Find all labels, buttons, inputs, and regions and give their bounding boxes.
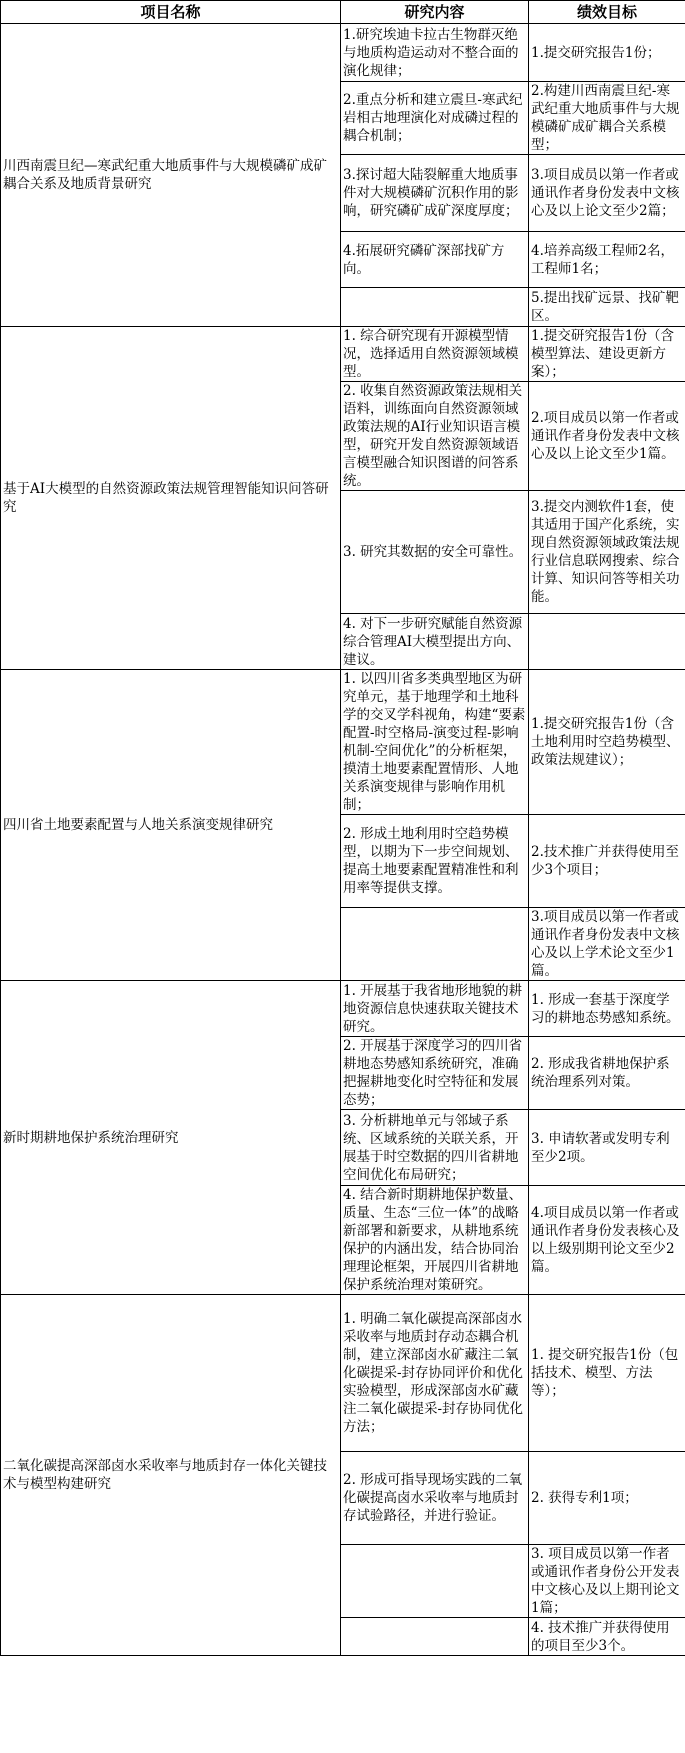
header-performance-target: 绩效目标	[529, 1, 685, 24]
research-content-cell	[341, 908, 529, 981]
performance-target-cell: 3.项目成员以第一作者或通讯作者身份发表中文核心及以上论文至少2篇；	[529, 155, 685, 232]
research-content-cell: 4. 对下一步研究赋能自然资源综合管理AI大模型提出方向、建议。	[341, 614, 529, 670]
research-content-cell: 2. 开展基于深度学习的四川省耕地态势感知系统研究，准确把握耕地变化时空特征和发展态势；	[341, 1037, 529, 1110]
performance-target-cell: 1.提交研究报告1份（含模型算法、建设更新方案）；	[529, 327, 685, 382]
research-content-cell: 4. 结合新时期耕地保护数量、质量、生态“三位一体”的战略新部署和新要求，从耕地系统保护的内涵出发，结合协同治理理论框架，开展四川省耕地保护系统治理对策研究。	[341, 1186, 529, 1295]
performance-target-cell: 4.项目成员以第一作者或通讯作者身份发表核心及以上级别期刊论文至少2篇。	[529, 1186, 685, 1295]
performance-target-cell: 1.提交研究报告1份（含土地利用时空趋势模型、政策法规建议）；	[529, 670, 685, 815]
performance-target-cell: 3. 申请软著或发明专利至少2项。	[529, 1110, 685, 1186]
header-research-content: 研究内容	[341, 1, 529, 24]
research-content-cell	[341, 288, 529, 327]
research-content-cell: 3. 研究其数据的安全可靠性。	[341, 491, 529, 614]
research-content-cell	[341, 1618, 529, 1656]
performance-target-cell: 3. 项目成员以第一作者或通讯作者身份公开发表中文核心及以上期刊论文1篇；	[529, 1545, 685, 1618]
performance-target-cell: 3.项目成员以第一作者或通讯作者身份发表中文核心及以上学术论文至少1篇。	[529, 908, 685, 981]
research-content-cell: 1. 开展基于我省地形地貌的耕地资源信息快速获取关键技术研究。	[341, 981, 529, 1037]
performance-target-cell: 1.提交研究报告1份；	[529, 24, 685, 82]
research-content-cell: 2. 收集自然资源政策法规相关语料，训练面向自然资源领域政策法规的AI行业知识语言模型，研究开发自然资源领域语言模型融合知识图谱的问答系统。	[341, 382, 529, 491]
performance-target-cell: 4.培养高级工程师2名，工程师1名；	[529, 232, 685, 288]
performance-target-cell: 1. 形成一套基于深度学习的耕地态势感知系统。	[529, 981, 685, 1037]
research-content-cell: 2. 形成土地利用时空趋势模型，以期为下一步空间规划、提高土地要素配置精准性和利用率等提供支撑。	[341, 815, 529, 908]
table-row	[1, 981, 685, 1037]
header-project-name: 项目名称	[1, 1, 341, 24]
research-content-cell: 3. 分析耕地单元与邻域子系统、区域系统的关联关系，开展基于时空数据的四川省耕地空间优化布局研究；	[341, 1110, 529, 1186]
header-row	[1, 1, 685, 24]
research-content-cell: 1. 综合研究现有开源模型情况，选择适用自然资源领域模型。	[341, 327, 529, 382]
table-row	[1, 327, 685, 382]
research-content-cell: 1.研究埃迪卡拉古生物群灭绝与地质构造运动对不整合面的演化规律；	[341, 24, 529, 82]
project-name-cell: 川西南震旦纪—寒武纪重大地质事件与大规模磷矿成矿耦合关系及地质背景研究	[1, 24, 341, 327]
research-content-cell: 1. 明确二氧化碳提高深部卤水采收率与地质封存动态耦合机制，建立深部卤水矿藏注二氧化碳提采-封存协同评价和优化实验模型，形成深部卤水矿藏注二氧化碳提采-封存协同优化方法；	[341, 1295, 529, 1452]
research-content-cell: 2. 形成可指导现场实践的二氧化碳提高卤水采收率与地质封存试验路径，并进行验证。	[341, 1452, 529, 1545]
performance-target-cell: 3.提交内测软件1套，使其适用于国产化系统，实现自然资源领域政策法规行业信息联网搜索、综合计算、知识问答等相关功能。	[529, 491, 685, 614]
project-name-cell: 二氧化碳提高深部卤水采收率与地质封存一体化关键技术与模型构建研究	[1, 1295, 341, 1656]
research-content-cell: 3.探讨超大陆裂解重大地质事件对大规模磷矿沉积作用的影响，研究磷矿成矿深度厚度；	[341, 155, 529, 232]
research-content-cell: 1. 以四川省多类典型地区为研究单元，基于地理学和土地科学的交叉学科视角，构建“要素配置-时空格局-演变过程-影响机制-空间优化”的分析框架，摸清土地要素配置情形、人地关系演变规律与影响作用机制；	[341, 670, 529, 815]
project-name-cell: 四川省土地要素配置与人地关系演变规律研究	[1, 670, 341, 981]
research-content-cell: 4.拓展研究磷矿深部找矿方向。	[341, 232, 529, 288]
table-row	[1, 1295, 685, 1452]
table-row	[1, 670, 685, 815]
performance-target-cell: 2.构建川西南震旦纪-寒武纪重大地质事件与大规模磷矿成矿耦合关系模型；	[529, 82, 685, 155]
performance-target-cell	[529, 614, 685, 670]
research-content-cell	[341, 1545, 529, 1618]
project-name-cell: 基于AI大模型的自然资源政策法规管理智能知识问答研究	[1, 327, 341, 670]
project-name-cell: 新时期耕地保护系统治理研究	[1, 981, 341, 1295]
performance-target-cell: 5.提出找矿远景、找矿靶区。	[529, 288, 685, 327]
performance-target-cell: 2. 形成我省耕地保护系统治理系列对策。	[529, 1037, 685, 1110]
table-row	[1, 24, 685, 82]
performance-target-cell: 2. 获得专利1项；	[529, 1452, 685, 1545]
performance-target-cell: 1. 提交研究报告1份（包括技术、模型、方法等）；	[529, 1295, 685, 1452]
performance-target-cell: 2.技术推广并获得使用至少3个项目；	[529, 815, 685, 908]
performance-target-cell: 4. 技术推广并获得使用的项目至少3个。	[529, 1618, 685, 1656]
performance-target-cell: 2.项目成员以第一作者或通讯作者身份发表中文核心及以上论文至少1篇。	[529, 382, 685, 491]
research-content-cell: 2.重点分析和建立震旦-寒武纪岩相古地理演化对成磷过程的耦合机制；	[341, 82, 529, 155]
projects-table-body	[1, 1, 685, 1656]
